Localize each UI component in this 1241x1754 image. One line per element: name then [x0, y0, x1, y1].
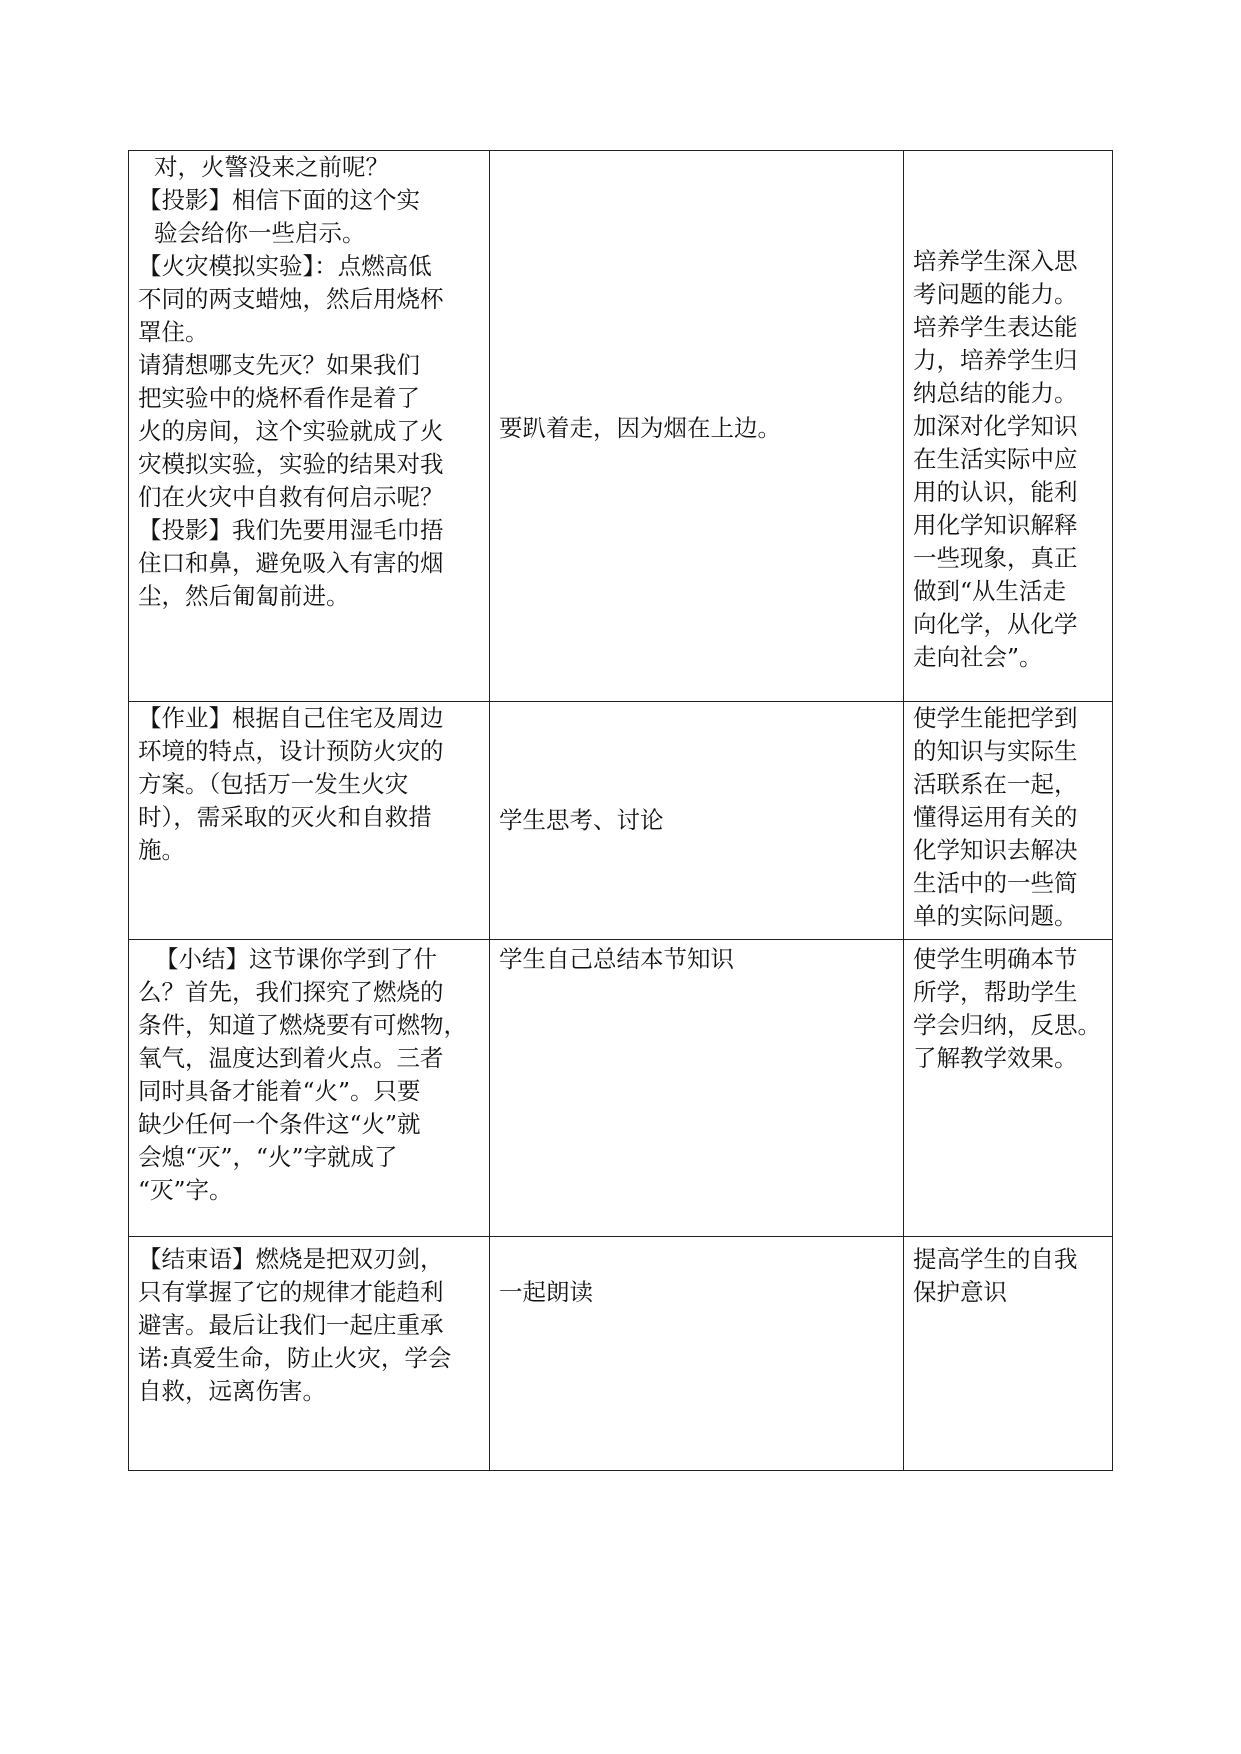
text-line: 氧气，温度达到着火点。三者 — [138, 1044, 444, 1072]
text-line: 时），需采取的灭火和自救措 — [138, 803, 432, 831]
text-line: 会熄“灭”，“火”字就成了 — [138, 1143, 398, 1171]
design-intent-cell — [904, 940, 1113, 1237]
text-line: 【小结】这节课你学到了什 — [155, 945, 437, 973]
text-line: 学会归纳，反思。 — [913, 1011, 1101, 1039]
teacher-activity-cell — [129, 940, 490, 1237]
text-line: 诺:真爱生命，防止火灾，学会 — [138, 1344, 452, 1372]
text-line: 验会给你一些启示。 — [154, 219, 366, 247]
text-line: 请猜想哪支先灭？如果我们 — [138, 351, 420, 379]
text-line: 考问题的能力。 — [913, 279, 1078, 308]
text-line: 学生思考、讨论 — [499, 806, 664, 834]
text-line: 向化学，从化学 — [913, 609, 1078, 638]
student-activity-cell — [490, 1237, 904, 1471]
teacher-activity-cell — [129, 151, 490, 702]
text-line: 一起朗读 — [499, 1278, 593, 1306]
text-line: 条件，知道了燃烧要有可燃物， — [138, 1011, 467, 1039]
text-line: 【投影】相信下面的这个实 — [138, 186, 420, 214]
text-line: 【作业】根据自己住宅及周边 — [138, 704, 444, 732]
text-line: 提高学生的自我 — [913, 1245, 1078, 1273]
student-activity-cell — [490, 702, 904, 940]
design-intent-cell — [904, 1237, 1113, 1471]
text-line: 要趴着走，因为烟在上边。 — [499, 413, 781, 442]
text-line: 么？首先，我们探究了燃烧的 — [138, 978, 444, 1006]
student-activity-cell — [490, 151, 904, 702]
text-line: 只有掌握了它的规律才能趋利 — [138, 1278, 444, 1306]
text-line: 使学生明确本节 — [913, 945, 1078, 973]
text-line: 把实验中的烧杯看作是着了 — [138, 384, 420, 412]
teacher-activity-cell — [129, 1237, 490, 1471]
text-line: 对，火警没来之前呢？ — [154, 153, 389, 181]
text-line: 学生自己总结本节知识 — [499, 945, 734, 973]
text-line: 灾模拟实验，实验的结果对我 — [138, 450, 444, 478]
student-activity-cell — [490, 940, 904, 1237]
text-line: 【投影】我们先要用湿毛巾捂 — [138, 516, 444, 544]
text-line: 们在火灾中自救有何启示呢？ — [138, 483, 444, 511]
text-line: 缺少任何一个条件这“火”就 — [138, 1110, 421, 1138]
text-line: 力，培养学生归 — [913, 345, 1078, 374]
design-intent-cell — [904, 151, 1113, 702]
text-line: 了解教学效果。 — [913, 1044, 1078, 1072]
table-row — [129, 1237, 1113, 1471]
text-line: 自救，远离伤害。 — [138, 1377, 326, 1405]
text-line: 避害。最后让我们一起庄重承 — [138, 1311, 444, 1339]
text-line: 【结束语】燃烧是把双刃剑， — [138, 1245, 444, 1273]
text-line: 使学生能把学到 — [913, 704, 1078, 732]
text-line: 纳总结的能力。 — [913, 378, 1078, 407]
text-line: 罩住。 — [138, 318, 209, 346]
text-line: 的知识与实际生 — [913, 737, 1078, 765]
text-line: 加深对化学知识 — [913, 411, 1078, 440]
text-line: 在生活实际中应 — [913, 444, 1078, 473]
text-line: 用化学知识解释 — [913, 510, 1078, 539]
lesson-plan-table — [128, 150, 1113, 1471]
table-row — [129, 151, 1113, 702]
text-line: 施。 — [138, 836, 185, 864]
text-line: 生活中的一些简 — [913, 869, 1078, 897]
text-line: 化学知识去解决 — [913, 836, 1078, 864]
text-line: 尘，然后匍匐前进。 — [138, 582, 350, 610]
text-line: 所学，帮助学生 — [913, 978, 1078, 1006]
text-line: 懂得运用有关的 — [913, 803, 1078, 831]
table-row — [129, 940, 1113, 1237]
text-line: 培养学生深入思 — [913, 246, 1078, 275]
text-line: 单的实际问题。 — [913, 902, 1078, 930]
text-line: 住口和鼻，避免吸入有害的烟 — [138, 549, 444, 577]
text-line: 保护意识 — [913, 1278, 1007, 1306]
text-line: 活联系在一起， — [913, 770, 1078, 798]
teacher-activity-cell — [129, 702, 490, 940]
text-line: 环境的特点，设计预防火灾的 — [138, 737, 444, 765]
text-line: 不同的两支蜡烛，然后用烧杯 — [138, 285, 444, 313]
text-line: 火的房间，这个实验就成了火 — [138, 417, 444, 445]
text-line: 走向社会”。 — [913, 642, 1043, 671]
text-line: 【火灾模拟实验】：点燃高低 — [138, 252, 432, 280]
text-line: 同时具备才能着“火”。只要 — [138, 1077, 421, 1105]
text-line: 做到“从生活走 — [913, 576, 1067, 605]
design-intent-cell — [904, 702, 1113, 940]
table-row — [129, 702, 1113, 940]
text-line: 一些现象，真正 — [913, 543, 1078, 572]
text-line: 培养学生表达能 — [913, 312, 1078, 341]
text-line: 方案。（包括万一发生火灾 — [138, 770, 409, 798]
text-line: “灭”字。 — [138, 1176, 233, 1204]
text-line: 用的认识，能利 — [913, 477, 1078, 506]
